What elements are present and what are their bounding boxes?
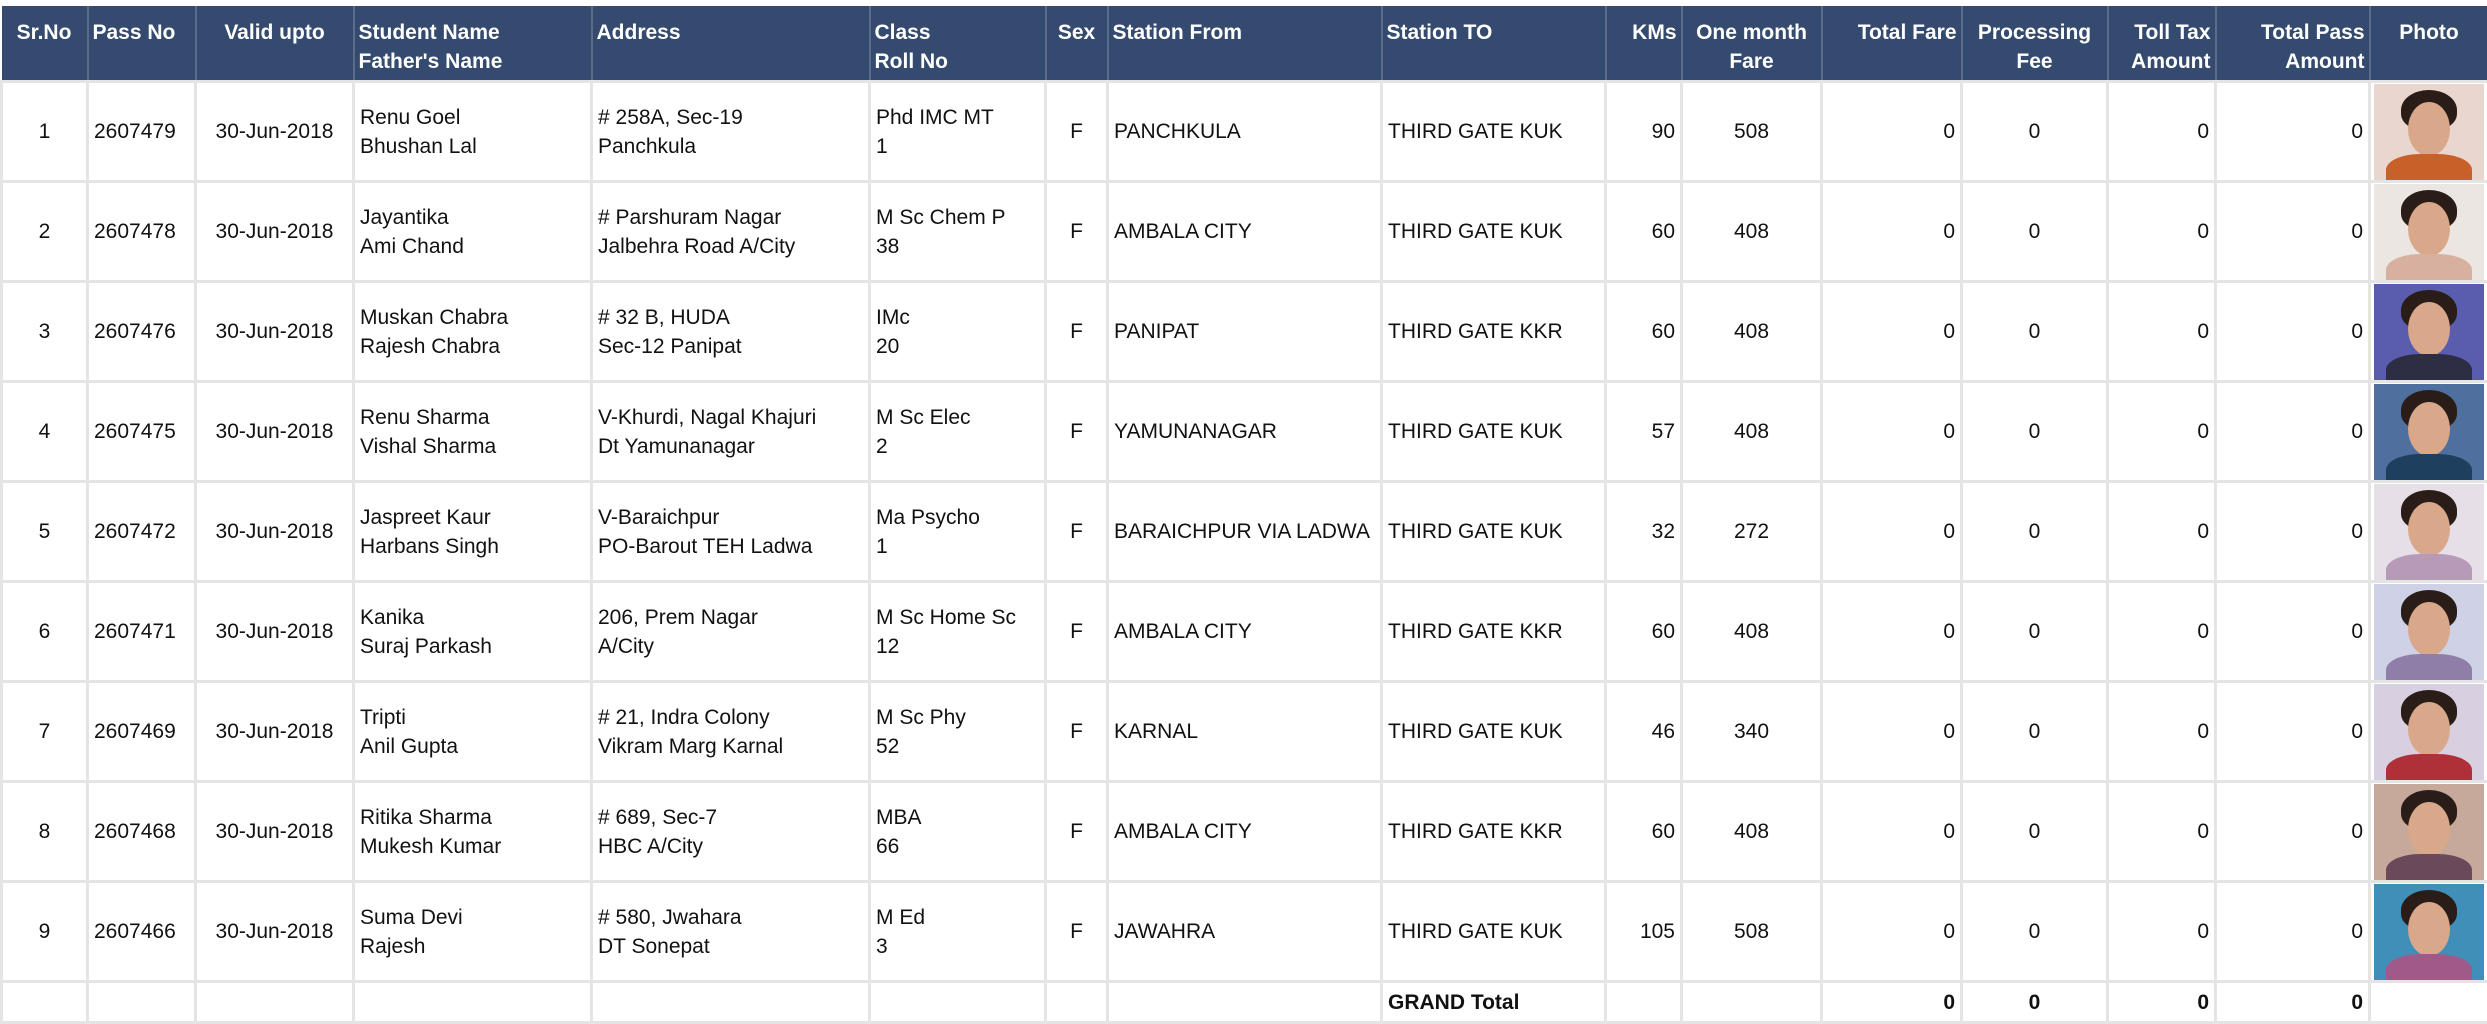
cell-photo <box>2370 582 2487 682</box>
grand-total-pass-amount: 0 <box>2216 982 2370 1023</box>
student-name: Muskan Chabra <box>360 303 585 332</box>
cell-pass-no: 2607475 <box>88 382 196 482</box>
cell-one-month-fare: 340 <box>1682 682 1822 782</box>
header-toll-tax: Toll Tax Amount <box>2108 3 2216 82</box>
header-station-from: Station From <box>1108 3 1382 82</box>
address-line-1: 206, Prem Nagar <box>598 603 863 632</box>
cell-station-to: THIRD GATE KUK <box>1382 882 1606 982</box>
cell-valid-upto: 30-Jun-2018 <box>196 182 354 282</box>
header-row <box>2 3 2487 82</box>
student-photo <box>2374 184 2484 280</box>
cell-student-name <box>354 482 592 582</box>
photo-face-shape <box>2408 102 2450 156</box>
cell-processing-fee: 0 <box>1962 182 2108 282</box>
photo-face-shape <box>2408 602 2450 656</box>
cell-kms: 60 <box>1606 182 1682 282</box>
cell-sex: F <box>1046 382 1108 482</box>
student-photo <box>2374 84 2484 180</box>
class-name: M Sc Elec <box>876 403 1039 432</box>
cell-pass-no: 2607472 <box>88 482 196 582</box>
photo-body-shape <box>2386 854 2472 880</box>
header-srno: Sr.No <box>2 3 88 82</box>
cell-srno: 9 <box>2 882 88 982</box>
cell-toll-tax: 0 <box>2108 282 2216 382</box>
grand-total-toll-tax: 0 <box>2108 982 2216 1023</box>
cell-kms: 60 <box>1606 282 1682 382</box>
cell-one-month-fare: 408 <box>1682 182 1822 282</box>
cell-toll-tax: 0 <box>2108 782 2216 882</box>
student-photo <box>2374 384 2484 480</box>
class-name: M Sc Phy <box>876 703 1039 732</box>
table-row <box>2 682 2487 782</box>
cell-total-pass-amount: 0 <box>2216 82 2370 182</box>
cell-address <box>592 482 870 582</box>
cell-kms: 60 <box>1606 582 1682 682</box>
header-passno: Pass No <box>88 3 196 82</box>
table-row <box>2 582 2487 682</box>
address-line-1: # 689, Sec-7 <box>598 803 863 832</box>
photo-face-shape <box>2408 302 2450 356</box>
cell-pass-no: 2607471 <box>88 582 196 682</box>
cell-srno: 3 <box>2 282 88 382</box>
empty-cell <box>2 982 88 1023</box>
cell-station-to: THIRD GATE KUK <box>1382 182 1606 282</box>
cell-kms: 60 <box>1606 782 1682 882</box>
cell-photo <box>2370 782 2487 882</box>
cell-processing-fee: 0 <box>1962 882 2108 982</box>
photo-body-shape <box>2386 354 2472 380</box>
cell-total-pass-amount: 0 <box>2216 482 2370 582</box>
cell-toll-tax: 0 <box>2108 182 2216 282</box>
cell-valid-upto: 30-Jun-2018 <box>196 582 354 682</box>
photo-body-shape <box>2386 454 2472 480</box>
student-name: Renu Goel <box>360 103 585 132</box>
photo-face-shape <box>2408 402 2450 456</box>
cell-valid-upto: 30-Jun-2018 <box>196 882 354 982</box>
cell-total-fare: 0 <box>1822 482 1962 582</box>
student-photo <box>2374 484 2484 580</box>
cell-station-to: THIRD GATE KUK <box>1382 82 1606 182</box>
father-name: Suraj Parkash <box>360 632 585 661</box>
cell-station-from: AMBALA CITY <box>1108 782 1382 882</box>
cell-valid-upto: 30-Jun-2018 <box>196 682 354 782</box>
cell-address <box>592 782 870 882</box>
cell-address <box>592 682 870 782</box>
cell-toll-tax: 0 <box>2108 682 2216 782</box>
roll-no: 52 <box>876 732 1039 761</box>
grand-total-processing-fee: 0 <box>1962 982 2108 1023</box>
student-photo <box>2374 284 2484 380</box>
cell-class-roll <box>870 282 1046 382</box>
cell-station-from: KARNAL <box>1108 682 1382 782</box>
table-row <box>2 782 2487 882</box>
roll-no: 2 <box>876 432 1039 461</box>
class-name: IMc <box>876 303 1039 332</box>
cell-class-roll <box>870 782 1046 882</box>
address-line-1: V-Khurdi, Nagal Khajuri <box>598 403 863 432</box>
cell-processing-fee: 0 <box>1962 282 2108 382</box>
cell-srno: 5 <box>2 482 88 582</box>
cell-class-roll <box>870 182 1046 282</box>
cell-kms: 46 <box>1606 682 1682 782</box>
cell-address <box>592 582 870 682</box>
cell-address <box>592 882 870 982</box>
student-name: Jayantika <box>360 203 585 232</box>
cell-student-name <box>354 82 592 182</box>
empty-cell <box>1108 982 1382 1023</box>
cell-total-pass-amount: 0 <box>2216 582 2370 682</box>
cell-class-roll <box>870 82 1046 182</box>
cell-processing-fee: 0 <box>1962 482 2108 582</box>
roll-no: 12 <box>876 632 1039 661</box>
cell-student-name <box>354 282 592 382</box>
address-line-1: # Parshuram Nagar <box>598 203 863 232</box>
address-line-1: V-Baraichpur <box>598 503 863 532</box>
header-class-roll: Class Roll No <box>870 3 1046 82</box>
cell-station-from: YAMUNANAGAR <box>1108 382 1382 482</box>
photo-face-shape <box>2408 502 2450 556</box>
cell-total-fare: 0 <box>1822 182 1962 282</box>
address-line-2: PO-Barout TEH Ladwa <box>598 532 863 561</box>
empty-cell <box>88 982 196 1023</box>
cell-sex: F <box>1046 782 1108 882</box>
table-row <box>2 82 2487 182</box>
father-name: Vishal Sharma <box>360 432 585 461</box>
cell-toll-tax: 0 <box>2108 482 2216 582</box>
cell-pass-no: 2607468 <box>88 782 196 882</box>
class-name: M Sc Chem P <box>876 203 1039 232</box>
cell-station-from: BARAICHPUR VIA LADWA <box>1108 482 1382 582</box>
student-name: Tripti <box>360 703 585 732</box>
cell-station-to: THIRD GATE KUK <box>1382 682 1606 782</box>
roll-no: 1 <box>876 532 1039 561</box>
address-line-2: Vikram Marg Karnal <box>598 732 863 761</box>
address-line-1: # 580, Jwahara <box>598 903 863 932</box>
cell-one-month-fare: 408 <box>1682 282 1822 382</box>
cell-photo <box>2370 482 2487 582</box>
father-name: Rajesh Chabra <box>360 332 585 361</box>
cell-processing-fee: 0 <box>1962 782 2108 882</box>
cell-address <box>592 282 870 382</box>
cell-total-pass-amount: 0 <box>2216 882 2370 982</box>
cell-total-fare: 0 <box>1822 882 1962 982</box>
cell-sex: F <box>1046 582 1108 682</box>
student-photo <box>2374 884 2484 980</box>
cell-srno: 2 <box>2 182 88 282</box>
cell-station-to: THIRD GATE KKR <box>1382 282 1606 382</box>
roll-no: 20 <box>876 332 1039 361</box>
cell-station-from: AMBALA CITY <box>1108 582 1382 682</box>
cell-sex: F <box>1046 882 1108 982</box>
cell-station-from: JAWAHRA <box>1108 882 1382 982</box>
cell-kms: 90 <box>1606 82 1682 182</box>
address-line-1: # 258A, Sec-19 <box>598 103 863 132</box>
cell-sex: F <box>1046 282 1108 382</box>
cell-one-month-fare: 408 <box>1682 382 1822 482</box>
cell-station-from: PANCHKULA <box>1108 82 1382 182</box>
cell-station-to: THIRD GATE KKR <box>1382 782 1606 882</box>
header-total-fare: Total Fare <box>1822 3 1962 82</box>
header-valid-upto: Valid upto <box>196 3 354 82</box>
student-photo <box>2374 784 2484 880</box>
student-name: Suma Devi <box>360 903 585 932</box>
cell-photo <box>2370 282 2487 382</box>
grand-total-fare: 0 <box>1822 982 1962 1023</box>
student-name: Renu Sharma <box>360 403 585 432</box>
header-sex: Sex <box>1046 3 1108 82</box>
address-line-2: HBC A/City <box>598 832 863 861</box>
cell-sex: F <box>1046 182 1108 282</box>
cell-total-pass-amount: 0 <box>2216 782 2370 882</box>
cell-total-fare: 0 <box>1822 682 1962 782</box>
cell-photo <box>2370 882 2487 982</box>
photo-body-shape <box>2386 654 2472 680</box>
address-line-2: A/City <box>598 632 863 661</box>
father-name: Rajesh <box>360 932 585 961</box>
grand-total-row <box>2 982 2487 1023</box>
cell-station-to: THIRD GATE KUK <box>1382 482 1606 582</box>
cell-class-roll <box>870 582 1046 682</box>
cell-valid-upto: 30-Jun-2018 <box>196 282 354 382</box>
father-name: Bhushan Lal <box>360 132 585 161</box>
cell-one-month-fare: 408 <box>1682 782 1822 882</box>
photo-face-shape <box>2408 802 2450 856</box>
class-name: M Sc Home Sc <box>876 603 1039 632</box>
cell-total-pass-amount: 0 <box>2216 382 2370 482</box>
cell-valid-upto: 30-Jun-2018 <box>196 782 354 882</box>
father-name: Harbans Singh <box>360 532 585 561</box>
cell-student-name <box>354 682 592 782</box>
empty-cell <box>196 982 354 1023</box>
cell-toll-tax: 0 <box>2108 82 2216 182</box>
photo-face-shape <box>2408 702 2450 756</box>
cell-kms: 32 <box>1606 482 1682 582</box>
address-line-2: Jalbehra Road A/City <box>598 232 863 261</box>
header-processing-fee: Processing Fee <box>1962 3 2108 82</box>
cell-total-pass-amount: 0 <box>2216 282 2370 382</box>
student-name: Ritika Sharma <box>360 803 585 832</box>
student-photo <box>2374 584 2484 680</box>
cell-total-fare: 0 <box>1822 382 1962 482</box>
cell-srno: 8 <box>2 782 88 882</box>
father-name: Ami Chand <box>360 232 585 261</box>
cell-toll-tax: 0 <box>2108 582 2216 682</box>
cell-one-month-fare: 408 <box>1682 582 1822 682</box>
cell-sex: F <box>1046 482 1108 582</box>
cell-sex: F <box>1046 682 1108 782</box>
roll-no: 3 <box>876 932 1039 961</box>
cell-total-fare: 0 <box>1822 82 1962 182</box>
cell-station-to: THIRD GATE KUK <box>1382 382 1606 482</box>
photo-body-shape <box>2386 254 2472 280</box>
header-one-month-fare: One month Fare <box>1682 3 1822 82</box>
cell-srno: 6 <box>2 582 88 682</box>
address-line-1: # 21, Indra Colony <box>598 703 863 732</box>
cell-class-roll <box>870 682 1046 782</box>
header-kms: KMs <box>1606 3 1682 82</box>
cell-student-name <box>354 382 592 482</box>
cell-one-month-fare: 508 <box>1682 882 1822 982</box>
cell-srno: 1 <box>2 82 88 182</box>
cell-class-roll <box>870 482 1046 582</box>
cell-one-month-fare: 272 <box>1682 482 1822 582</box>
header-total-pass: Total Pass Amount <box>2216 3 2370 82</box>
cell-pass-no: 2607469 <box>88 682 196 782</box>
header-photo: Photo <box>2370 3 2487 82</box>
table-row <box>2 182 2487 282</box>
cell-toll-tax: 0 <box>2108 382 2216 482</box>
cell-srno: 7 <box>2 682 88 782</box>
photo-body-shape <box>2386 554 2472 580</box>
cell-student-name <box>354 582 592 682</box>
roll-no: 38 <box>876 232 1039 261</box>
header-station-to: Station TO <box>1382 3 1606 82</box>
cell-photo <box>2370 82 2487 182</box>
cell-kms: 57 <box>1606 382 1682 482</box>
class-name: MBA <box>876 803 1039 832</box>
address-line-2: Panchkula <box>598 132 863 161</box>
empty-cell <box>2370 982 2487 1023</box>
address-line-2: Dt Yamunanagar <box>598 432 863 461</box>
class-name: M Ed <box>876 903 1039 932</box>
empty-cell <box>1682 982 1822 1023</box>
photo-face-shape <box>2408 202 2450 256</box>
header-student-name: Student Name Father's Name <box>354 3 592 82</box>
address-line-2: Sec-12 Panipat <box>598 332 863 361</box>
cell-kms: 105 <box>1606 882 1682 982</box>
cell-processing-fee: 0 <box>1962 682 2108 782</box>
cell-class-roll <box>870 882 1046 982</box>
photo-body-shape <box>2386 954 2472 980</box>
cell-pass-no: 2607476 <box>88 282 196 382</box>
photo-body-shape <box>2386 754 2472 780</box>
cell-pass-no: 2607479 <box>88 82 196 182</box>
grand-total-label: GRAND Total <box>1382 982 1606 1023</box>
roll-no: 1 <box>876 132 1039 161</box>
student-name: Jaspreet Kaur <box>360 503 585 532</box>
cell-student-name <box>354 782 592 882</box>
cell-valid-upto: 30-Jun-2018 <box>196 382 354 482</box>
cell-sex: F <box>1046 82 1108 182</box>
cell-total-fare: 0 <box>1822 582 1962 682</box>
address-line-2: DT Sonepat <box>598 932 863 961</box>
cell-pass-no: 2607466 <box>88 882 196 982</box>
cell-class-roll <box>870 382 1046 482</box>
cell-photo <box>2370 682 2487 782</box>
header-address: Address <box>592 3 870 82</box>
cell-total-pass-amount: 0 <box>2216 682 2370 782</box>
empty-cell <box>354 982 592 1023</box>
cell-processing-fee: 0 <box>1962 582 2108 682</box>
photo-body-shape <box>2386 154 2472 180</box>
cell-one-month-fare: 508 <box>1682 82 1822 182</box>
class-name: Ma Psycho <box>876 503 1039 532</box>
cell-photo <box>2370 382 2487 482</box>
father-name: Anil Gupta <box>360 732 585 761</box>
cell-pass-no: 2607478 <box>88 182 196 282</box>
empty-cell <box>592 982 870 1023</box>
cell-total-fare: 0 <box>1822 282 1962 382</box>
cell-station-to: THIRD GATE KKR <box>1382 582 1606 682</box>
cell-total-pass-amount: 0 <box>2216 182 2370 282</box>
cell-station-from: PANIPAT <box>1108 282 1382 382</box>
empty-cell <box>1606 982 1682 1023</box>
cell-student-name <box>354 182 592 282</box>
cell-address <box>592 382 870 482</box>
class-name: Phd IMC MT <box>876 103 1039 132</box>
roll-no: 66 <box>876 832 1039 861</box>
cell-valid-upto: 30-Jun-2018 <box>196 82 354 182</box>
cell-student-name <box>354 882 592 982</box>
cell-photo <box>2370 182 2487 282</box>
student-name: Kanika <box>360 603 585 632</box>
table-row <box>2 382 2487 482</box>
cell-address <box>592 82 870 182</box>
cell-station-from: AMBALA CITY <box>1108 182 1382 282</box>
empty-cell <box>1046 982 1108 1023</box>
address-line-1: # 32 B, HUDA <box>598 303 863 332</box>
photo-face-shape <box>2408 902 2450 956</box>
table-row <box>2 282 2487 382</box>
cell-toll-tax: 0 <box>2108 882 2216 982</box>
cell-srno: 4 <box>2 382 88 482</box>
cell-address <box>592 182 870 282</box>
empty-cell <box>870 982 1046 1023</box>
cell-processing-fee: 0 <box>1962 382 2108 482</box>
cell-valid-upto: 30-Jun-2018 <box>196 482 354 582</box>
table-row <box>2 482 2487 582</box>
cell-processing-fee: 0 <box>1962 82 2108 182</box>
table-row <box>2 882 2487 982</box>
student-photo <box>2374 684 2484 780</box>
father-name: Mukesh Kumar <box>360 832 585 861</box>
cell-total-fare: 0 <box>1822 782 1962 882</box>
